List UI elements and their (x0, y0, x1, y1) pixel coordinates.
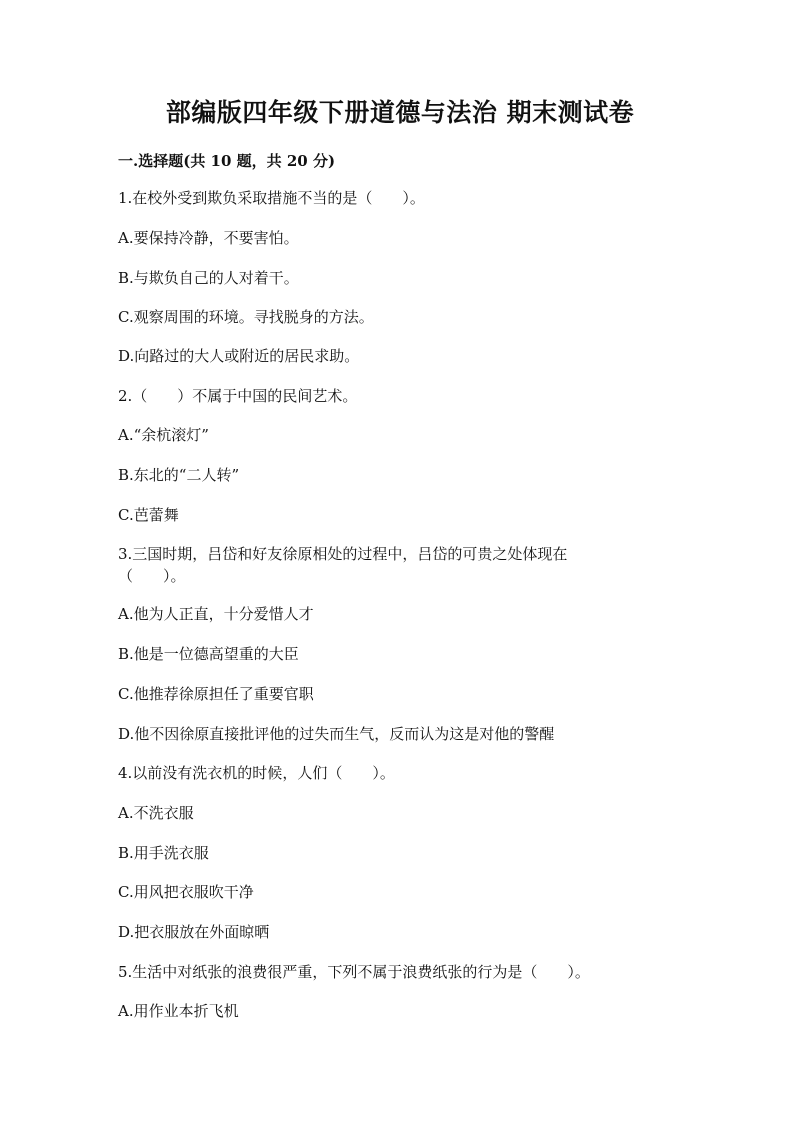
question-2-option-a: A.“余杭滚灯” (118, 426, 209, 444)
page-title: 部编版四年级下册道德与法治 期末测试卷 (165, 98, 635, 127)
question-4-option-a: A.不洗衣服 (118, 804, 194, 822)
question-1-option-a: A.要保持冷静，不要害怕。 (118, 229, 299, 247)
question-3-option-c: C.他推荐徐原担任了重要官职 (118, 685, 314, 703)
question-4-option-d: D.把衣服放在外面晾晒 (118, 923, 270, 941)
question-4-stem: 4.以前没有洗衣机的时候，人们（ ）。 (118, 764, 395, 782)
question-4-option-b: B.用手洗衣服 (118, 844, 209, 862)
question-1-option-b: B.与欺负自己的人对着干。 (118, 269, 299, 287)
question-3-option-d: D.他不因徐原直接批评他的过失而生气，反而认为这是对他的警醒 (118, 725, 555, 743)
question-4-option-c: C.用风把衣服吹干净 (118, 883, 254, 901)
question-2-option-b: B.东北的“二人转” (118, 466, 240, 484)
question-3-option-b: B.他是一位德高望重的大臣 (118, 645, 299, 663)
question-5-stem: 5.生活中对纸张的浪费很严重，下列不属于浪费纸张的行为是（ ）。 (118, 963, 590, 981)
section-heading: 一.选择题(共 10 题，共 20 分) (118, 152, 336, 170)
question-1-option-c: C.观察周围的环境。寻找脱身的方法。 (118, 308, 374, 326)
question-2-option-c: C.芭蕾舞 (118, 506, 179, 524)
question-2-stem: 2.（ ）不属于中国的民间艺术。 (118, 387, 358, 405)
question-3-option-a: A.他为人正直，十分爱惜人才 (118, 605, 314, 623)
question-5-option-a: A.用作业本折飞机 (118, 1002, 239, 1020)
question-1-option-d: D.向路过的大人或附近的居民求助。 (118, 347, 360, 365)
question-1-stem: 1.在校外受到欺负采取措施不当的是（ ）。 (118, 189, 425, 207)
question-3-stem: 3.三国时期，吕岱和好友徐原相处的过程中，吕岱的可贵之处体现在（ ）。 (118, 545, 568, 585)
